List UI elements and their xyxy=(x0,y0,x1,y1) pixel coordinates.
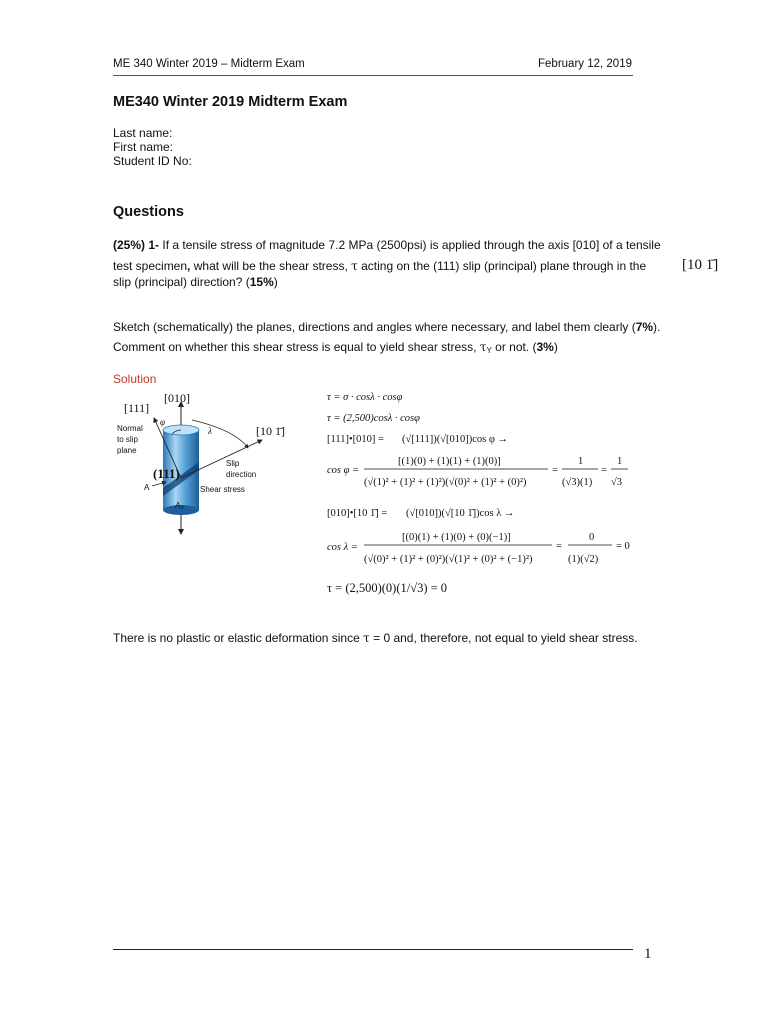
footer-rule xyxy=(113,949,633,950)
sketch-line2-mid: or not. ( xyxy=(491,340,537,354)
normal-label-1: Normal xyxy=(117,424,143,433)
q1-tau: τ xyxy=(351,259,358,273)
final-equation: τ = (2,500)(0)(1/√3) = 0 xyxy=(327,581,448,595)
cosphi-den2: (√3)(1) xyxy=(562,477,593,488)
eq5-rhs: (√[010])(√[10 1̄])cos λ → xyxy=(406,508,515,519)
crystal-diagram xyxy=(117,391,285,534)
conclusion-tau: τ xyxy=(363,631,370,645)
q1-line3-pct: 15% xyxy=(249,275,274,289)
eq3-rhs: (√[111])(√[010])cos φ → xyxy=(402,434,509,445)
cosphi-den3: √3 xyxy=(611,477,623,488)
phi-label: φ xyxy=(160,417,165,427)
cosphi-num: [(1)(0) + (1)(1) + (1)(0)] xyxy=(398,456,501,467)
label-111: [111] xyxy=(124,401,150,415)
equations xyxy=(327,392,630,595)
questions-heading: Questions xyxy=(113,204,184,220)
plane-111-label: (111) xyxy=(153,466,180,481)
area-a-label: A xyxy=(144,483,150,492)
q1-line2-post: what will be the shear stress, xyxy=(190,259,352,273)
lambda-arc xyxy=(192,420,248,448)
q1-line3-pre: slip (principal) direction? ( xyxy=(113,275,250,289)
label-010: [010] xyxy=(164,391,190,405)
sketch-line1-pct: 7% xyxy=(635,320,654,334)
q1-direction-bracket: [10 1̄] xyxy=(682,257,719,273)
lambda-label: λ xyxy=(208,426,212,436)
exam-title: ME340 Winter 2019 Midterm Exam xyxy=(113,94,348,110)
cosphi-num2: 1 xyxy=(578,456,584,467)
eq2: τ = (2,500)cosλ · cosφ xyxy=(327,413,420,424)
slip-label-1: Slip xyxy=(226,459,240,468)
last-name-label: Last name: xyxy=(113,126,173,140)
first-name-label: First name: xyxy=(113,140,174,154)
coslam-den2: (1)(√2) xyxy=(568,554,599,565)
q1-line3-end: ) xyxy=(273,275,278,289)
eq5-lhs: [010]•[10 1̄] = xyxy=(327,508,388,519)
sketch-line1-end: ). xyxy=(653,320,661,334)
sketch-tau: τ xyxy=(479,340,487,354)
header-right: February 12, 2019 xyxy=(538,58,632,70)
sketch-tau-sub: Y xyxy=(486,346,492,355)
conclusion-post: = 0 and, therefore, not equal to yield shear stress. xyxy=(369,631,638,645)
conclusion xyxy=(113,631,638,645)
cosphi-den: (√(1)² + (1)² + (1)²)(√(0)² + (1)² + (0)²) xyxy=(364,477,527,488)
sketch-line2-pre: Comment on whether this shear stress is equal to yield shear stress, xyxy=(113,340,480,354)
cosphi-lhs: cos φ = xyxy=(327,465,360,476)
normal-label-2: to slip xyxy=(117,435,138,444)
normal-label-3: plane xyxy=(117,446,137,455)
conclusion-pre: There is no plastic or elastic deformation since xyxy=(113,631,364,645)
label-101: [10 1̄] xyxy=(256,424,285,438)
coslam-eq2: = 0 xyxy=(616,541,630,552)
coslam-num2: 0 xyxy=(589,532,595,543)
q1-weight: (25%) 1- xyxy=(113,238,160,252)
q1-line1-text: If a tensile stress of magnitude 7.2 MPa (2500psi) is applied through the axis [010] of a tensile xyxy=(162,238,661,252)
page-number: 1 xyxy=(644,946,652,962)
solution-label: Solution xyxy=(113,372,157,386)
q1-line2: test specimen, what will be the shear stress, τ acting on the (111) slip (principal) plane through in the xyxy=(113,259,647,273)
cosphi-num3: 1 xyxy=(617,456,623,467)
eq1: τ = σ · cosλ · cosφ xyxy=(327,392,403,403)
coslam-lhs: cos λ = xyxy=(327,542,358,553)
area-a0-label: A₀ xyxy=(175,501,184,510)
student-id-label: Student ID No: xyxy=(113,154,192,168)
coslam-eq: = xyxy=(556,541,562,552)
cosphi-eq2: = xyxy=(601,465,607,476)
header-left: ME 340 Winter 2019 – Midterm Exam xyxy=(113,58,305,70)
coslam-den: (√(0)² + (1)² + (0)²)(√(1)² + (0)² + (−1)²) xyxy=(364,554,533,565)
eq3-lhs: [111]•[010] = xyxy=(327,434,384,445)
coslam-num: [(0)(1) + (1)(0) + (0)(−1)] xyxy=(402,532,511,543)
sketch-line1-pre: Sketch (schematically) the planes, directions and angles where necessary, and label them clearly ( xyxy=(113,320,636,334)
shear-stress-label: Shear stress xyxy=(200,485,245,494)
sketch-line2-pct: 3% xyxy=(536,340,554,354)
cosphi-eq: = xyxy=(552,465,558,476)
sketch-line2-end: ) xyxy=(553,340,558,354)
q1-line2-end: acting on the (111) slip (principal) plane through in the xyxy=(357,259,647,273)
q1-line2-pre: test specimen xyxy=(113,259,188,273)
slip-label-2: direction xyxy=(226,470,257,479)
